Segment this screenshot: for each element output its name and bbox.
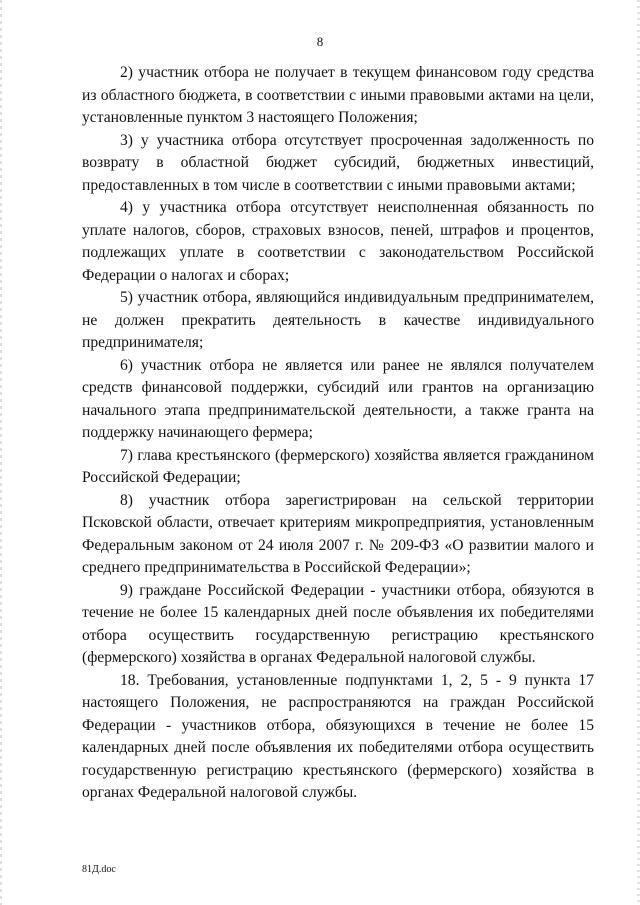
scan-left-edge bbox=[0, 0, 2, 905]
paragraph-item-9: 9) граждане Российской Федерации - участники отбора, обязуются в течение не более 15 календарных дней после объявления их победителями отбора осуществить государственную регистрацию крестьянского (фермерского) хозяйства в органах Федеральной налоговой службы. bbox=[82, 581, 594, 666]
paragraph-item-8: 8) участник отбора зарегистрирован на сельской территории Псковской области, отвечает критериям микропредприятия, установленным Федеральным законом от 24 июля 2007 г. № 209-ФЗ «О развитии малого и среднего предпринимательства в Российской Федерации»; bbox=[82, 491, 594, 576]
paragraph-item-6: 6) участник отбора не является или ранее не являлся получателем средств финансовой поддержки, субсидий или грантов на организацию начального этапа предпринимательской деятельности, а также гранта на поддержку начинающего фермера; bbox=[82, 356, 594, 441]
paragraph-item-2: 2) участник отбора не получает в текущем финансовом году средства из областного бюджета, в соответствии с иными правовыми актами на цели, установленные пунктом 3 настоящего Положения; bbox=[82, 64, 594, 126]
paragraph-item-3: 3) у участника отбора отсутствует просроченная задолженность по возврату в областной бюджет субсидий, бюджетных инвестиций, предоставленных в том числе в соответствии с иными правовыми актами; bbox=[82, 131, 594, 194]
document-body bbox=[82, 62, 594, 805]
paragraph-item-4: 4) у участника отбора отсутствует неисполненная обязанность по уплате налогов, сборов, страховых взносов, пеней, штрафов и процентов, подлежащих уплате в соответствии с законодательством Российской Федерации о налогах и сборах; bbox=[82, 199, 594, 284]
paragraph-item-7: 7) глава крестьянского (фермерского) хозяйства является гражданином Российской Федерации; bbox=[82, 446, 594, 486]
file-name-footer: 81Д.doc bbox=[82, 864, 116, 875]
paragraph-section-18: 18. Требования, установленные подпунктами 1, 2, 5 - 9 пункта 17 настоящего Положения, не распространяются на граждан Российской Федерации - участников отбора, обязующихся в течение не более 15 календарных дней после объявления их победителями отбора осуществить государственную регистрацию крестьянского (фермерского) хозяйства в органах Федеральной налоговой службы. bbox=[82, 671, 594, 801]
paragraph-item-5: 5) участник отбора, являющийся индивидуальным предпринимателем, не должен прекратить деятельность в качестве индивидуального предпринимателя; bbox=[82, 289, 594, 351]
page-number: 8 bbox=[316, 34, 324, 49]
